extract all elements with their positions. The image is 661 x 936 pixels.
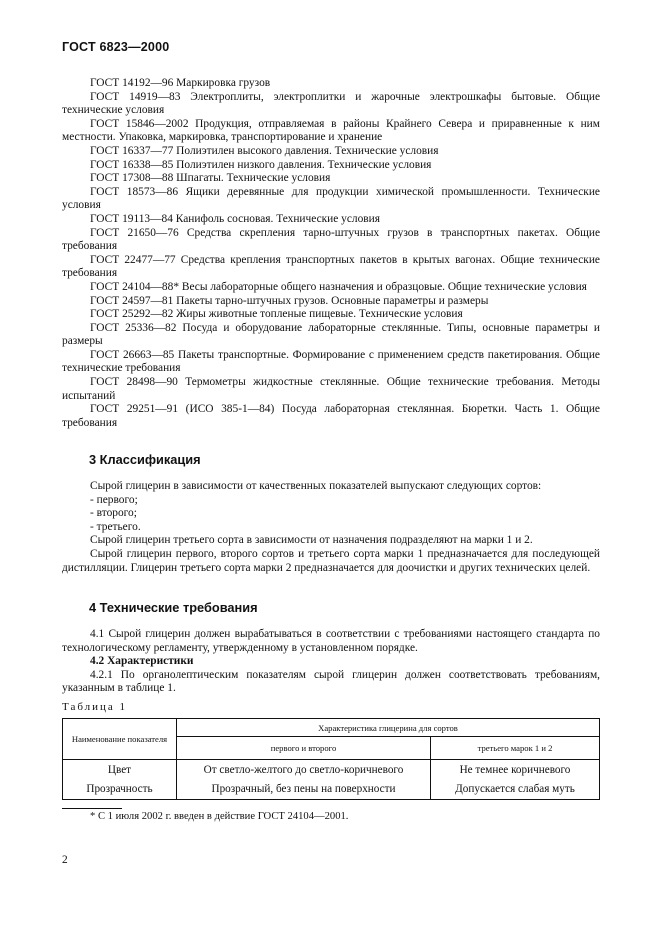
reference-item: ГОСТ 24597—81 Пакеты тарно-штучных грузов. Основные параметры и размеры [90,294,489,307]
classification-paragraph: Сырой глицерин третьего сорта в зависимости от назначения подразделяют на марки 1 и 2. [90,534,533,547]
reference-item: ГОСТ 16337—77 Полиэтилен высокого давления. Технические условия [90,144,439,157]
reference-item: ГОСТ 18573—86 Ящики деревянные для продукции химической промышленности. Технические условия [62,185,600,212]
row-value-first-second: Прозрачный, без пены на поверхности [177,780,431,800]
reference-item: ГОСТ 21650—76 Средства скрепления тарно-штучных грузов в транспортных пакетах. Общие требования [62,226,600,253]
paragraph-4-2-1: 4.2.1 По органолептическим показателям сырой глицерин должен соответствовать требованиям, указанным в таблице 1. [62,668,600,695]
paragraph-4-1: 4.1 Сырой глицерин должен вырабатываться в соответствии с требованиями настоящего стандарта по технологическому регламенту, утвержденному в установленном порядке. [62,628,600,654]
row-value-first-second: От светло-желтого до светло-коричневого [177,760,431,780]
section-3-heading: 3 Классификация [89,452,201,467]
grade-item: - второго; [90,507,137,520]
column-header-indicator: Наименование показателя [63,719,177,760]
section-4-heading: 4 Технические требования [89,600,258,615]
row-value-third: Не темнее коричневого [431,760,600,780]
row-indicator: Цвет [63,760,177,780]
table-row [63,780,600,800]
reference-item: ГОСТ 17308—88 Шпагаты. Технические условия [90,172,331,185]
classification-paragraph: Сырой глицерин первого, второго сортов и третьего сорта марки 1 предназначается для последующей дистилляции. Глицерин третьего сорта марки 2 предназначается для доочистки и других технических целей. [62,547,600,574]
reference-item: ГОСТ 29251—91 (ИСО 385-1—84) Посуда лабораторная стеклянная. Бюретки. Часть 1. Общие требования [62,403,600,429]
paragraph-4-2-heading: 4.2 Характеристики [90,655,194,668]
column-header-first-second: первого и второго [177,737,431,760]
classification-intro: Сырой глицерин в зависимости от качественных показателей выпускают следующих сортов: [90,480,542,492]
section-3-body [62,480,600,575]
section-4-body [62,628,600,696]
table-row [63,760,600,780]
reference-item: ГОСТ 25292—82 Жиры животные топленые пищевые. Технические условия [90,308,463,321]
table-caption: Таблица 1 [62,701,128,713]
column-header-third: третьего марок 1 и 2 [431,737,600,760]
reference-item: ГОСТ 14919—83 Электроплиты, электроплитки и жарочные электрошкафы бытовые. Общие технические условия [62,90,600,117]
column-header-group: Характеристика глицерина для сортов [177,719,600,737]
reference-item: ГОСТ 16338—85 Полиэтилен низкого давления. Технические условия [90,158,432,171]
page-number: 2 [62,854,68,866]
reference-item: ГОСТ 26663—85 Пакеты транспортные. Формирование с применением средств пакетирования. Общие технические требования [62,348,600,375]
reference-item: ГОСТ 22477—77 Средства крепления транспортных пакетов в крытых вагонах. Общие технические требования [62,253,600,280]
reference-item: ГОСТ 14192—96 Маркировка грузов [90,77,271,89]
reference-item: ГОСТ 28498—90 Термометры жидкостные стеклянные. Общие технические требования. Методы испытаний [62,376,600,402]
page-header: ГОСТ 6823—2000 [62,40,170,54]
footnote: * С 1 июля 2002 г. введен в действие ГОСТ 24104—2001. [90,811,349,822]
normative-references-list [62,77,600,430]
footnote-divider [62,808,122,809]
reference-item: ГОСТ 24104—88* Весы лабораторные общего назначения и образцовые. Общие технические условия [90,280,587,293]
reference-item: ГОСТ 15846—2002 Продукция, отправляемая в районы Крайнего Севера и приравненные к ним местности. Упаковка, маркировка, транспортирование и хранение [62,117,600,144]
row-indicator: Прозрачность [63,780,177,800]
grade-item: - третьего. [90,520,141,533]
row-value-third: Допускается слабая муть [431,780,600,800]
grade-item: - первого; [90,493,138,506]
reference-item: ГОСТ 19113—84 Канифоль сосновая. Технические условия [90,212,381,225]
reference-item: ГОСТ 25336—82 Посуда и оборудование лабораторные стеклянные. Типы, основные параметры и размеры [62,321,600,348]
table-1 [62,718,600,800]
